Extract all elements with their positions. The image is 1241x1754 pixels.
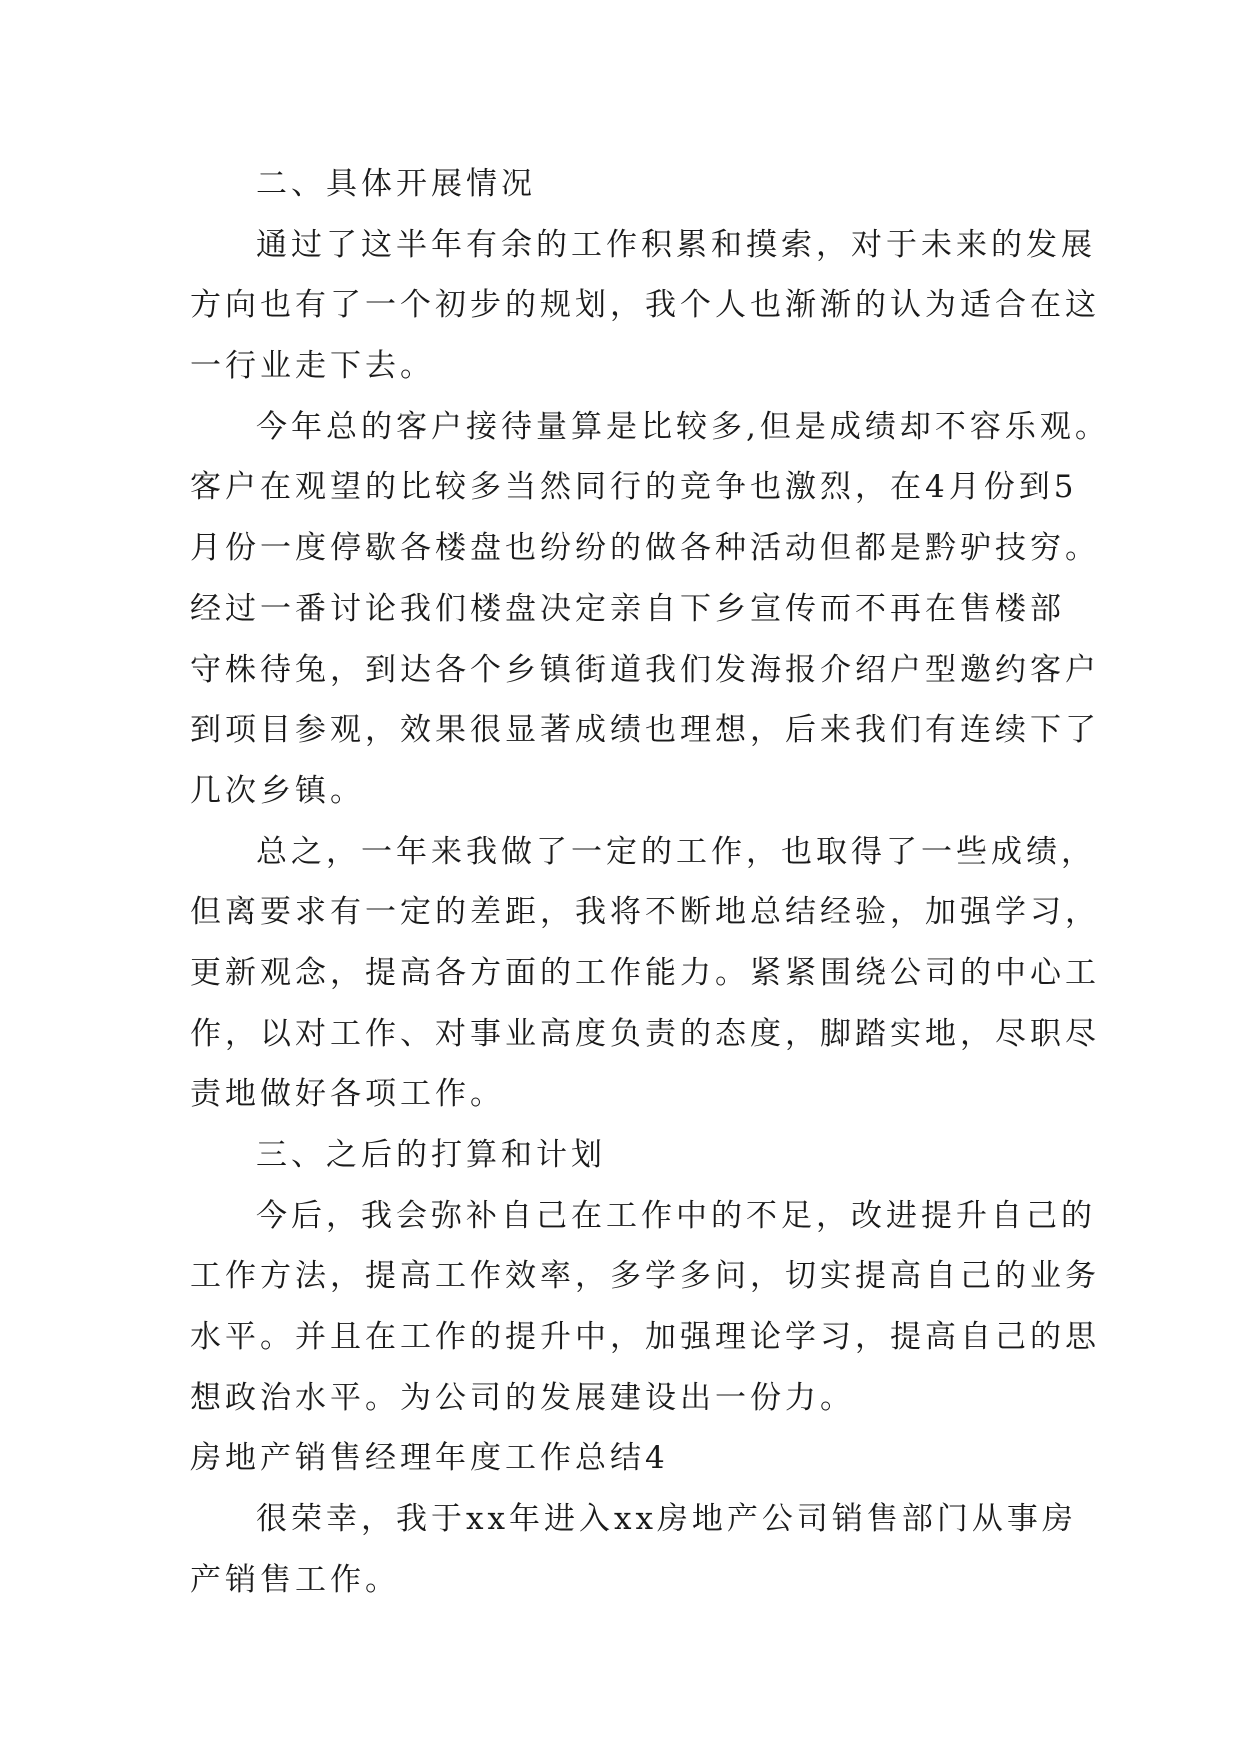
- paragraph-line: 方向也有了一个初步的规划，我个人也渐渐的认为适合在这: [190, 287, 1100, 324]
- document-title: 房地产销售经理年度工作总结4: [190, 1440, 669, 1477]
- document-body: [190, 154, 1110, 1611]
- paragraph-line: 作，以对工作、对事业高度负责的态度，脚踏实地，尽职尽: [190, 1015, 1100, 1052]
- paragraph-line: 更新观念，提高各方面的工作能力。紧紧围绕公司的中心工: [190, 954, 1100, 991]
- paragraph-line: 守株待兔，到达各个乡镇街道我们发海报介绍户型邀约客户: [190, 651, 1100, 688]
- paragraph-line: 想政治水平。为公司的发展建设出一份力。: [190, 1379, 855, 1416]
- paragraph-line: 但离要求有一定的差距，我将不断地总结经验，加强学习，: [190, 894, 1100, 931]
- paragraph-line: 客户在观望的比较多当然同行的竞争也激烈，在4月份到5: [190, 469, 1078, 506]
- section-heading-2: 二、具体开展情况: [256, 166, 536, 202]
- paragraph-line: 到项目参观，效果很显著成绩也理想，后来我们有连续下了: [190, 712, 1100, 749]
- paragraph-line: 经过一番讨论我们楼盘决定亲自下乡宣传而不再在售楼部: [190, 590, 1065, 627]
- paragraph-line: 水平。并且在工作的提升中，加强理论学习，提高自己的思: [190, 1319, 1100, 1356]
- paragraph-line: 责地做好各项工作。: [190, 1076, 505, 1113]
- paragraph-line: 几次乡镇。: [190, 772, 365, 809]
- paragraph-line: 今后，我会弥补自己在工作中的不足，改进提升自己的: [256, 1197, 1096, 1234]
- paragraph-line: 产销售工作。: [190, 1561, 400, 1598]
- paragraph-line: 工作方法，提高工作效率，多学多问，切实提高自己的业务: [190, 1258, 1100, 1295]
- paragraph-line: 很荣幸，我于xx年进入xx房地产公司销售部门从事房: [256, 1501, 1077, 1538]
- paragraph-line: 一行业走下去。: [190, 348, 435, 385]
- paragraph-line: 通过了这半年有余的工作积累和摸索，对于未来的发展: [256, 226, 1096, 263]
- paragraph-line: 总之，一年来我做了一定的工作，也取得了一些成绩，: [256, 833, 1096, 870]
- paragraph-line: 月份一度停歇各楼盘也纷纷的做各种活动但都是黔驴技穷。: [190, 530, 1100, 567]
- section-heading-3: 三、之后的打算和计划: [256, 1137, 606, 1173]
- paragraph-line: 今年总的客户接待量算是比较多,但是成绩却不容乐观。: [256, 408, 1110, 445]
